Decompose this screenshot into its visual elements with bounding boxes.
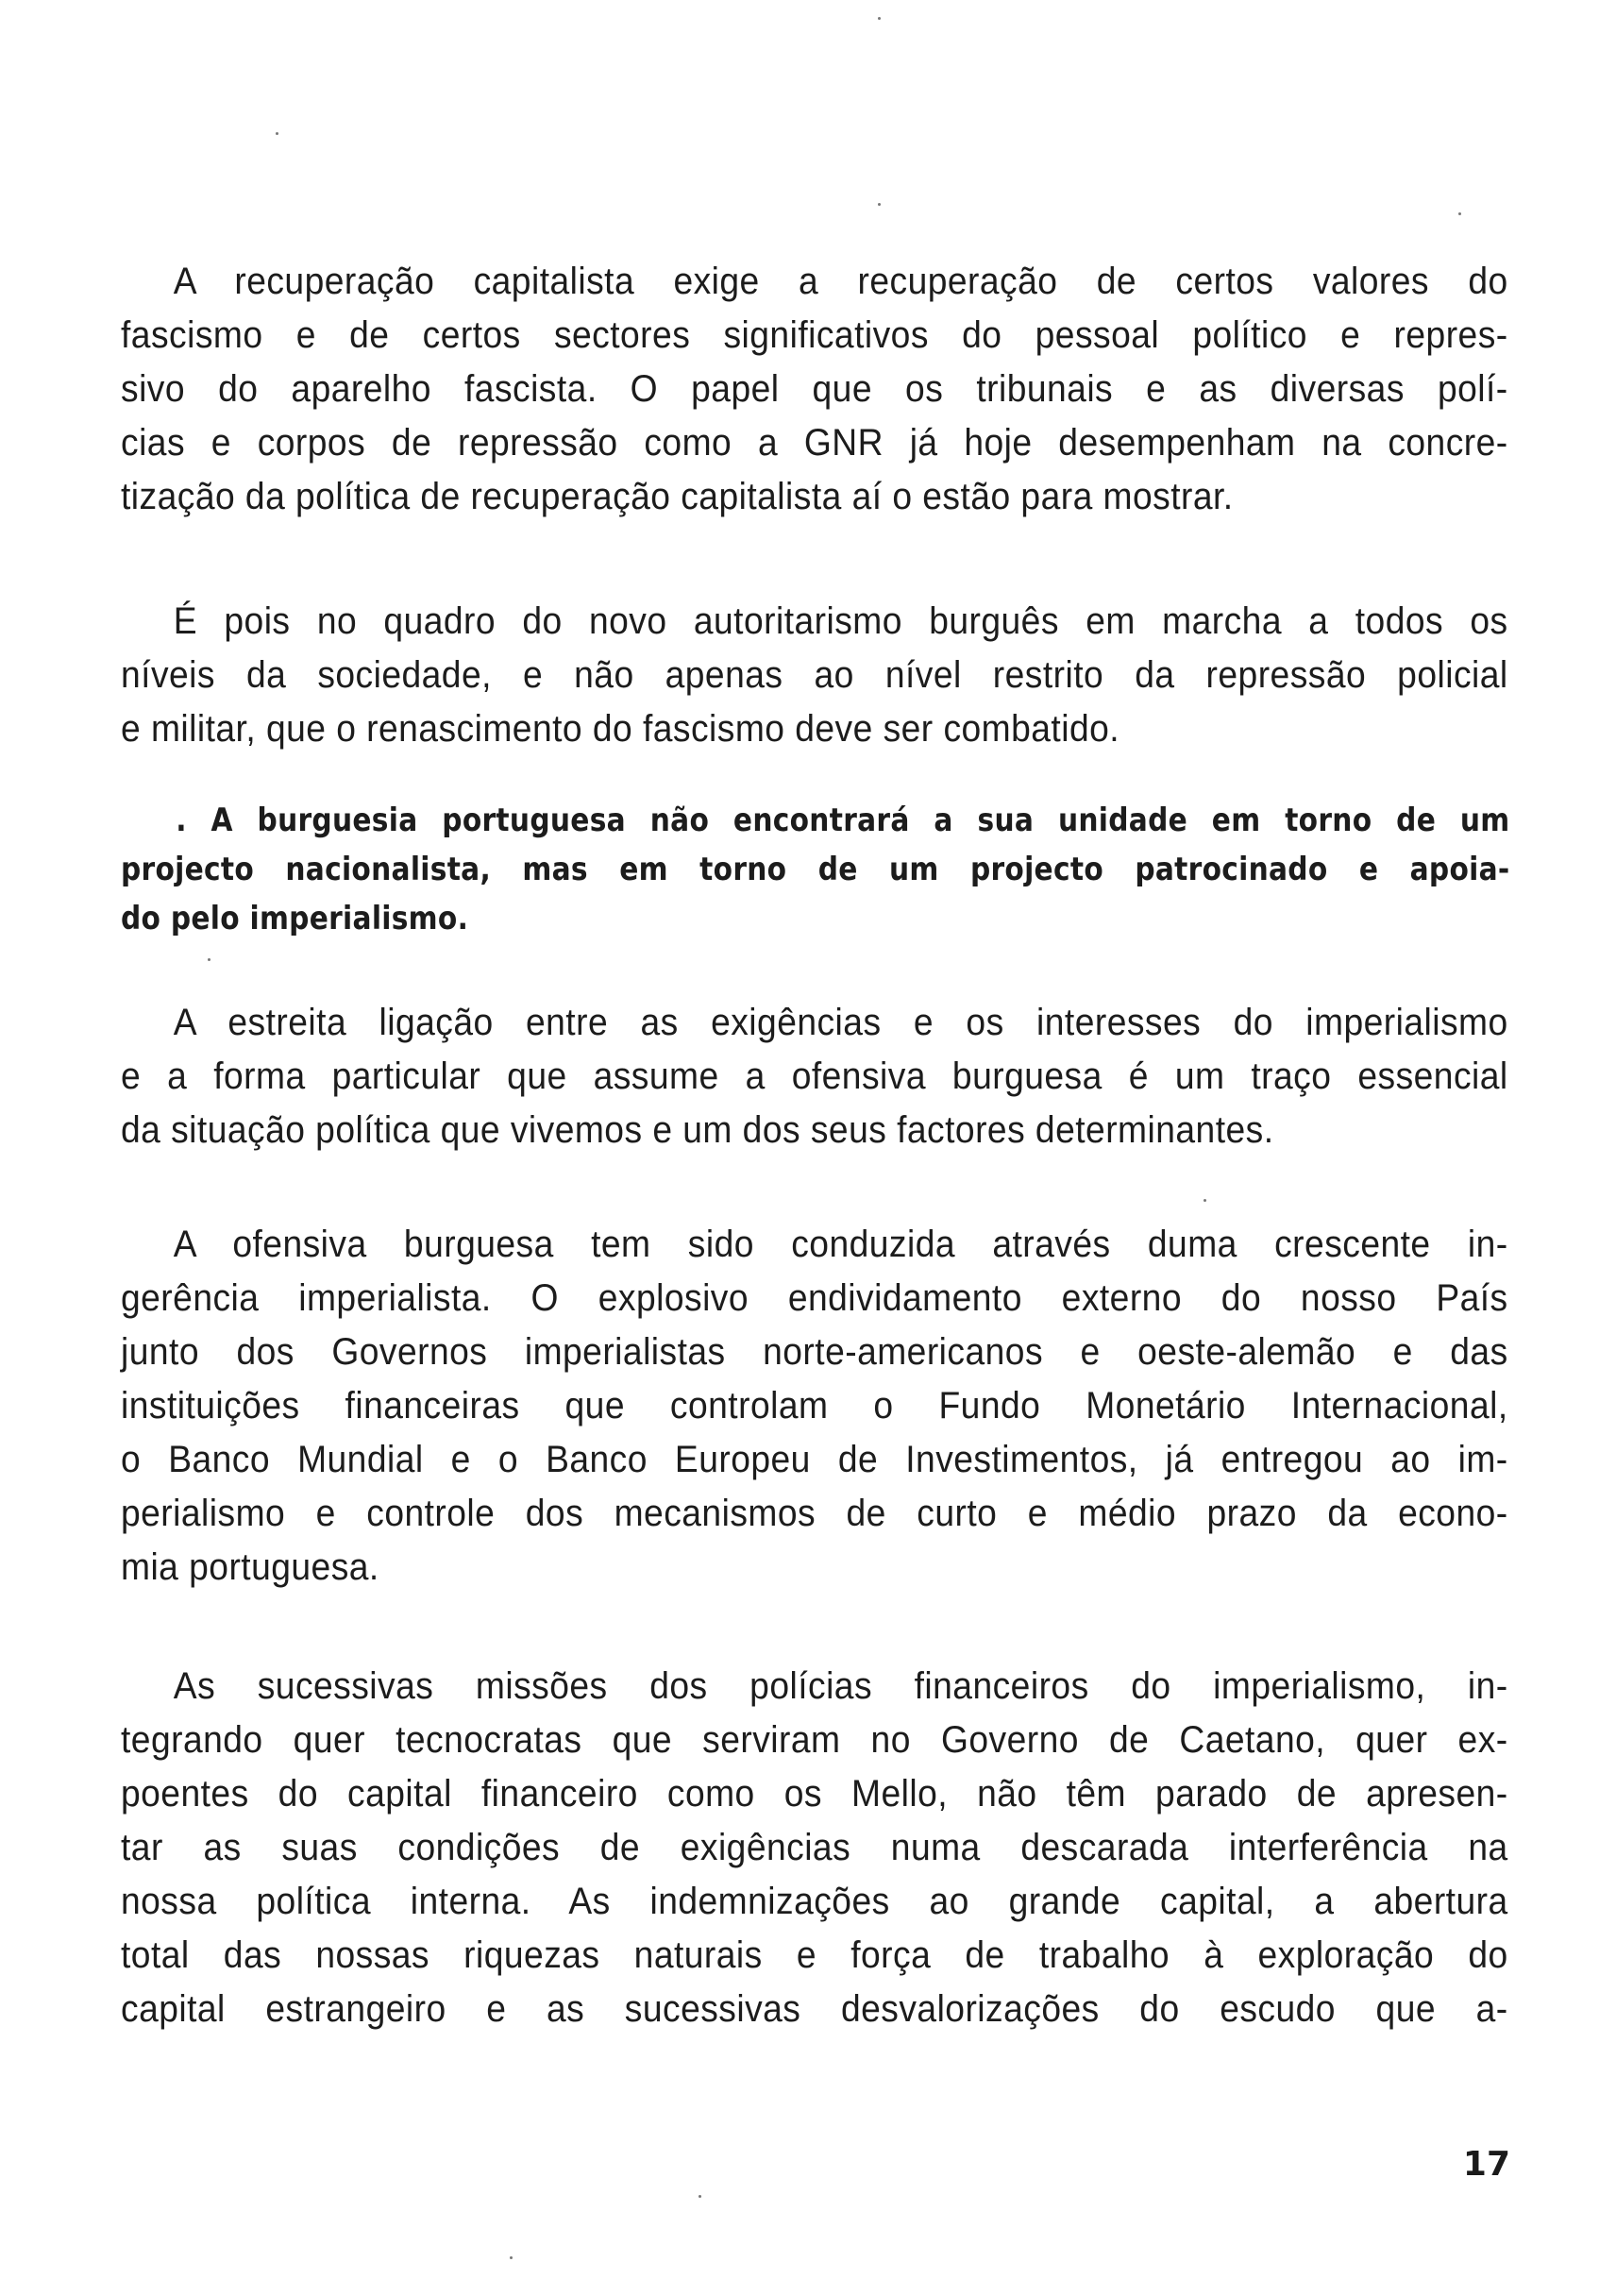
paragraph-line: o Banco Mundial e o Banco Europeu de Investimentos, já entregou ao im- (121, 1439, 1508, 1480)
scan-speck (878, 203, 881, 206)
paragraph-line: gerência imperialista. O explosivo endividamento externo do nosso País (121, 1277, 1508, 1319)
paragraph-4 (121, 996, 1508, 1157)
paragraph-6 (121, 1660, 1508, 2036)
paragraph-line: A recuperação capitalista exige a recuperação de certos valores do (173, 261, 1508, 302)
paragraph-line: e militar, que o renascimento do fascismo deve ser combatido. (121, 708, 1120, 750)
paragraph-line: sivo do aparelho fascista. O papel que os tribunais e as diversas polí- (121, 368, 1508, 410)
paragraph-1 (121, 255, 1508, 524)
paragraph-line: poentes do capital financeiro como os Mello, não têm parado de apresen- (121, 1773, 1508, 1815)
scan-speck (276, 132, 278, 135)
paragraph-line: fascismo e de certos sectores significativos do pessoal político e repres- (121, 314, 1508, 356)
scan-speck (1204, 1199, 1206, 1202)
paragraph-line: do pelo imperialismo. (121, 900, 469, 937)
paragraph-line: projecto nacionalista, mas em torno de um projecto patrocinado e apoia- (121, 851, 1510, 888)
paragraph-line: tegrando quer tecnocratas que serviram no Governo de Caetano, quer ex- (121, 1719, 1508, 1761)
paragraph-line: níveis da sociedade, e não apenas ao nível restrito da repressão policial (121, 654, 1508, 696)
paragraph-line: capital estrangeiro e as sucessivas desvalorizações do escudo que a- (121, 1988, 1508, 2030)
paragraph-line: instituições financeiras que controlam o Fundo Monetário Internacional, (121, 1385, 1508, 1427)
paragraph-line: e a forma particular que assume a ofensiva burguesa é um traço essencial (121, 1055, 1508, 1097)
paragraph-line: . A burguesia portuguesa não encontrará a sua unidade em torno de um (176, 802, 1510, 839)
paragraph-line: da situação política que vivemos e um dos seus factores determinantes. (121, 1109, 1274, 1151)
scan-speck (699, 2195, 701, 2198)
paragraph-line: A ofensiva burguesa tem sido conduzida através duma crescente in- (173, 1224, 1508, 1265)
paragraph-line: A estreita ligação entre as exigências e os interesses do imperialismo (173, 1002, 1508, 1043)
paragraph-line: tar as suas condições de exigências numa descarada interferência na (121, 1827, 1508, 1868)
paragraph-line: tização da política de recuperação capitalista aí o estão para mostrar. (121, 476, 1234, 517)
paragraph-line: junto dos Governos imperialistas norte-americanos e oeste-alemão e das (121, 1331, 1508, 1373)
scan-speck (208, 958, 210, 961)
paragraph-line: cias e corpos de repressão como a GNR já hoje desempenham na concre- (121, 422, 1508, 464)
paragraph-line: perialismo e controle dos mecanismos de curto e médio prazo da econo- (121, 1493, 1508, 1534)
scan-speck (878, 17, 881, 20)
paragraph-line: As sucessivas missões dos polícias financeiros do imperialismo, in- (173, 1665, 1508, 1707)
paragraph-line: mia portuguesa. (121, 1546, 379, 1588)
paragraph-3-bold (121, 796, 1508, 943)
paragraph-line: total das nossas riquezas naturais e força de trabalho à exploração do (121, 1934, 1508, 1976)
paragraph-line: nossa política interna. As indemnizações ao grande capital, a abertura (121, 1881, 1508, 1922)
paragraph-5 (121, 1218, 1508, 1595)
page-number: 17 (1462, 2145, 1510, 2184)
scan-speck (510, 2256, 513, 2259)
scan-speck (1458, 212, 1461, 215)
paragraph-line: É pois no quadro do novo autoritarismo burguês em marcha a todos os (173, 600, 1508, 642)
paragraph-2 (121, 595, 1508, 756)
